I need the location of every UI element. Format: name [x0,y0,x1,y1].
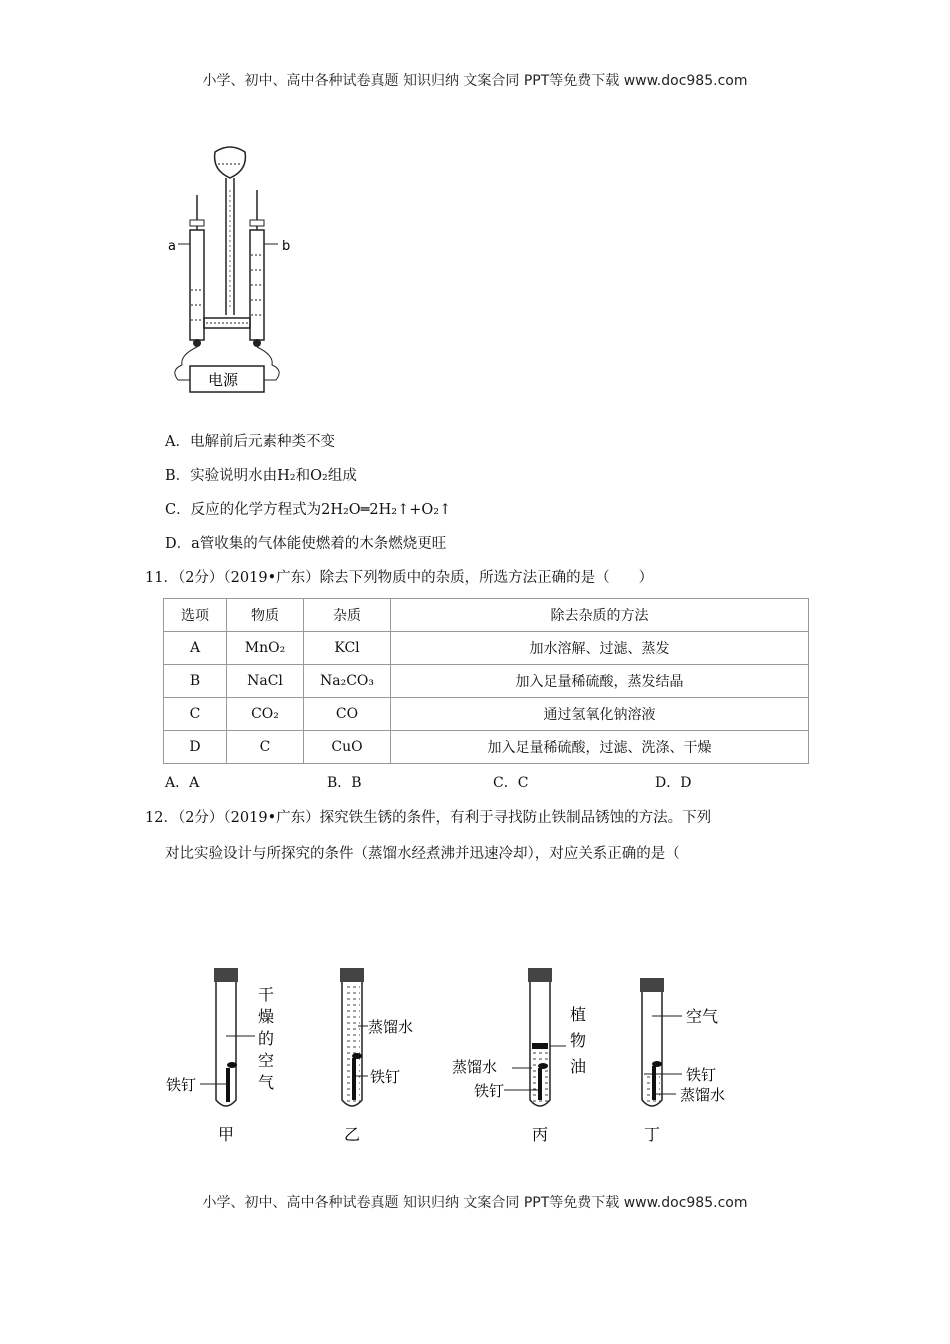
bing-oil-text-2: 物 [570,1031,587,1050]
col-header: 选项 [164,599,227,632]
tube-jia [166,968,274,1144]
q12-stem-line1: 12．（2分）（2019•广东）探究铁生锈的条件，有利于寻找防止铁制品锈蚀的方法。下列 [145,810,712,826]
col-header: 物质 [227,599,304,632]
table-cell: NaCl [227,665,304,698]
table-cell: MnO₂ [227,632,304,665]
yi-name: 乙 [344,1125,361,1144]
table-cell: 加入足量稀硫酸，蒸发结晶 [391,665,809,698]
jia-side-text-3: 的 [258,1029,275,1048]
col-header: 除去杂质的方法 [391,599,809,632]
q11-stem: 11．（2分）（2019•广东）除去下列物质中的杂质，所选方法正确的是（ ） [145,570,654,586]
table-cell: 加入足量稀硫酸，过滤、洗涤、干燥 [391,731,809,764]
table-cell: CO [304,698,391,731]
table-row [164,698,809,731]
table-cell: KCl [304,632,391,665]
bing-oil-text-1: 植 [570,1005,587,1024]
tube-ding [640,978,725,1144]
q11-answer-b: B．B [327,775,362,791]
funnel-bulb [215,147,246,178]
table-cell: C [227,731,304,764]
electrolysis-figure [160,140,310,400]
table-row [164,632,809,665]
q10-option-c: C．反应的化学方程式为2H₂O═2H₂↑+O₂↑ [165,502,452,518]
table-cell: A [164,632,227,665]
q10-option-d: D．a管收集的气体能使燃着的木条燃烧更旺 [165,536,447,552]
q11-answer-c: C．C [493,775,529,791]
ding-water-label: 蒸馏水 [680,1086,726,1104]
table-header-row [164,599,809,632]
jia-name: 甲 [218,1125,235,1144]
table-cell: CuO [304,731,391,764]
tube-a [190,230,204,340]
jia-side-text-4: 空 [258,1051,275,1070]
yi-nail-label: 铁钉 [370,1068,401,1086]
table-cell: Na₂CO₃ [304,665,391,698]
q12-stem-line2: 对比实验设计与所探究的条件（蒸馏水经煮沸并迅速冷却），对应关系正确的是（ [165,846,680,862]
q11-answer-d: D．D [655,775,692,791]
table-row [164,731,809,764]
bing-name: 丙 [532,1125,549,1144]
page-header: 小学、初中、高中各种试卷真题 知识归纳 文案合同 PPT等免费下载 www.doc985.com [202,73,748,89]
table-row [164,665,809,698]
jia-nail-label: 铁钉 [166,1076,197,1094]
table-cell: C [164,698,227,731]
q10-option-b: B．实验说明水由H₂和O₂组成 [165,468,357,484]
table-cell: 加水溶解、过滤、蒸发 [391,632,809,665]
test-tubes-figure [160,960,780,1155]
power-label: 电源 [208,371,239,389]
bing-water-label: 蒸馏水 [452,1058,498,1076]
yi-water-label: 蒸馏水 [368,1018,414,1036]
ding-nail-label: 铁钉 [686,1066,717,1084]
impurity-table [163,598,809,764]
table-cell: D [164,731,227,764]
tube-bing [452,968,586,1144]
jia-side-text-5: 气 [258,1073,275,1092]
q11-answer-a: A．A [165,775,200,791]
label-a: a [168,239,176,254]
jia-side-text-1: 干 [258,985,275,1004]
table-cell: B [164,665,227,698]
bing-oil-text-3: 油 [570,1057,587,1076]
q10-option-a: A．电解前后元素种类不变 [165,434,335,450]
table-cell: CO₂ [227,698,304,731]
col-header: 杂质 [304,599,391,632]
table-cell: 通过氢氧化钠溶液 [391,698,809,731]
ding-air-label: 空气 [686,1007,719,1026]
label-b: b [282,239,291,254]
page-footer: 小学、初中、高中各种试卷真题 知识归纳 文案合同 PPT等免费下载 www.doc985.com [202,1195,748,1211]
bing-nail-label: 铁钉 [474,1082,505,1100]
tube-yi [340,968,413,1144]
ding-name: 丁 [644,1125,661,1144]
jia-side-text-2: 燥 [258,1007,275,1026]
